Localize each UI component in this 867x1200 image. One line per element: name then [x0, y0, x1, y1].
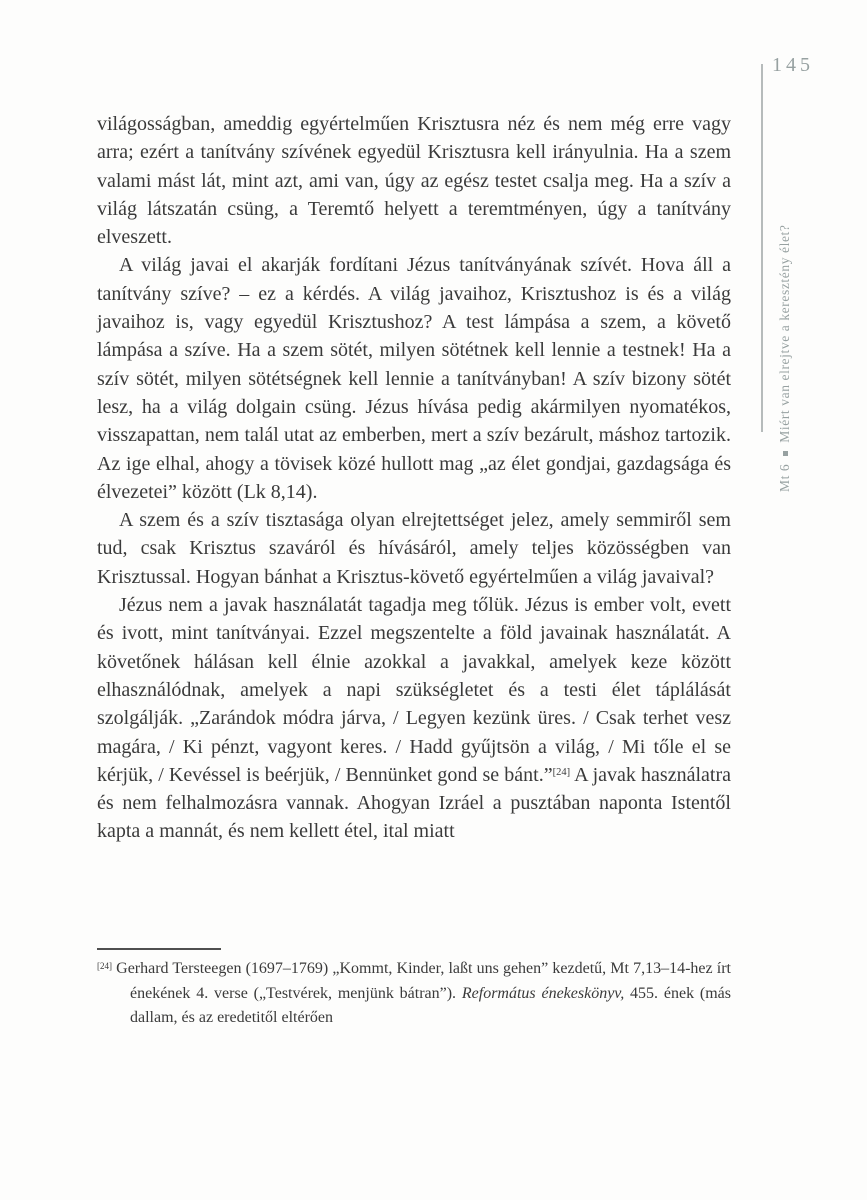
text-run: 455. ének (más dallam, és az eredetitől eltérően [130, 984, 731, 1027]
text-run: A világ javai el akarják fordítani Jézus tanítványának szívét. Hova áll a tanítvány szíve? – ez a kérdés. A világ javaihoz, Krisztushoz is és a világ javaihoz is, vagy egyedül Krisztushoz? A test lámpása a szem, a követő lámpása a szíve. Ha a szem sötét, milyen sötétnek kell lennie a testnek! Ha a szív sötét, milyen sötétségnek kell lennie a tanítványban! A szív bizony sötét lesz, ha a világ dolgain csüng. Jézus hívása pedig akármilyen nyomatékos, visszapattan, nem talál utat az emberben, mert a szív bezárult, máshoz tartozik. Az ige elhal, ahogy a tövisek közé hullott mag „az élet gondjai, gazdagsága és élvezetei” között (Lk 8,14). [97, 254, 731, 503]
paragraph [97, 506, 731, 591]
footnote-marker: [24] [552, 766, 571, 778]
square-bullet-icon [783, 451, 788, 456]
italic-text: Református énekeskönyv, [461, 984, 625, 1002]
chapter-title: Miért van elrejtve a keresztény élet? [777, 224, 792, 443]
margin-rule [761, 64, 763, 432]
text-run: A szem és a szív tisztasága olyan elrejtettséget jelez, amely semmiről sem tud, csak Krisztus szaváról és hívásáról, amely teljes közösségben van Krisztussal. Hogyan bánhat a Krisztus-követő egyértelműen a világ javaival? [97, 509, 731, 588]
footnote [97, 957, 731, 1031]
page-number: 145 [772, 54, 814, 76]
chapter-label: Mt 6 [777, 463, 792, 492]
paragraph [97, 110, 731, 251]
paragraph [97, 591, 731, 846]
text-run: világosságban, ameddig egyértelműen Krisztusra néz és nem még erre vagy arra; ezért a tanítvány szívének egyedül Krisztusra kell irányulnia. Ha a szem valami mást lát, mint azt, ami van, úgy az egész testet csalja meg. Ha a szív a világ látszatán csüng, a Teremtő helyett a teremtményen, úgy a tanítvány elveszett. [97, 113, 731, 249]
text-run: A javak használatra és nem felhalmozásra vannak. Ahogyan Izráel a pusztában naponta Istentől kapta a mannát, és nem kellett étel, ital miatt [97, 763, 731, 843]
footnote-marker: [24] [97, 961, 112, 971]
text-run: Gerhard Tersteegen (1697–1769) „Kommt, Kinder, laßt uns gehen” kezdetű, Mt 7,13–14-hez írt énekének 4. verse („Testvérek, menjünk bátran”). [112, 960, 731, 1002]
chapter-margin-tab [772, 110, 798, 492]
text-run: Jézus nem a javak használatát tagadja meg tőlük. Jézus is ember volt, evett és ivott, mint tanítványai. Ezzel megszentelte a föld javainak használatát. A követőnek hálásan kell élnie azokkal a javakkal, amelyek keze között elhasználódnak, amelyek a napi szükségletet és a testi élet táplálását szolgálják. „Zarándok módra járva, / Legyen kezünk üres. / Csak terhet vesz magára, / Ki pénzt, vagyont keres. / Hadd gyűjtsön a világ, / Mi tőle el se kérjük, / Kevéssel is beérjük, / Bennünket gond se bánt.” [97, 594, 731, 786]
body-text [97, 110, 731, 846]
footnote-separator [97, 948, 221, 950]
paragraph [97, 251, 731, 506]
